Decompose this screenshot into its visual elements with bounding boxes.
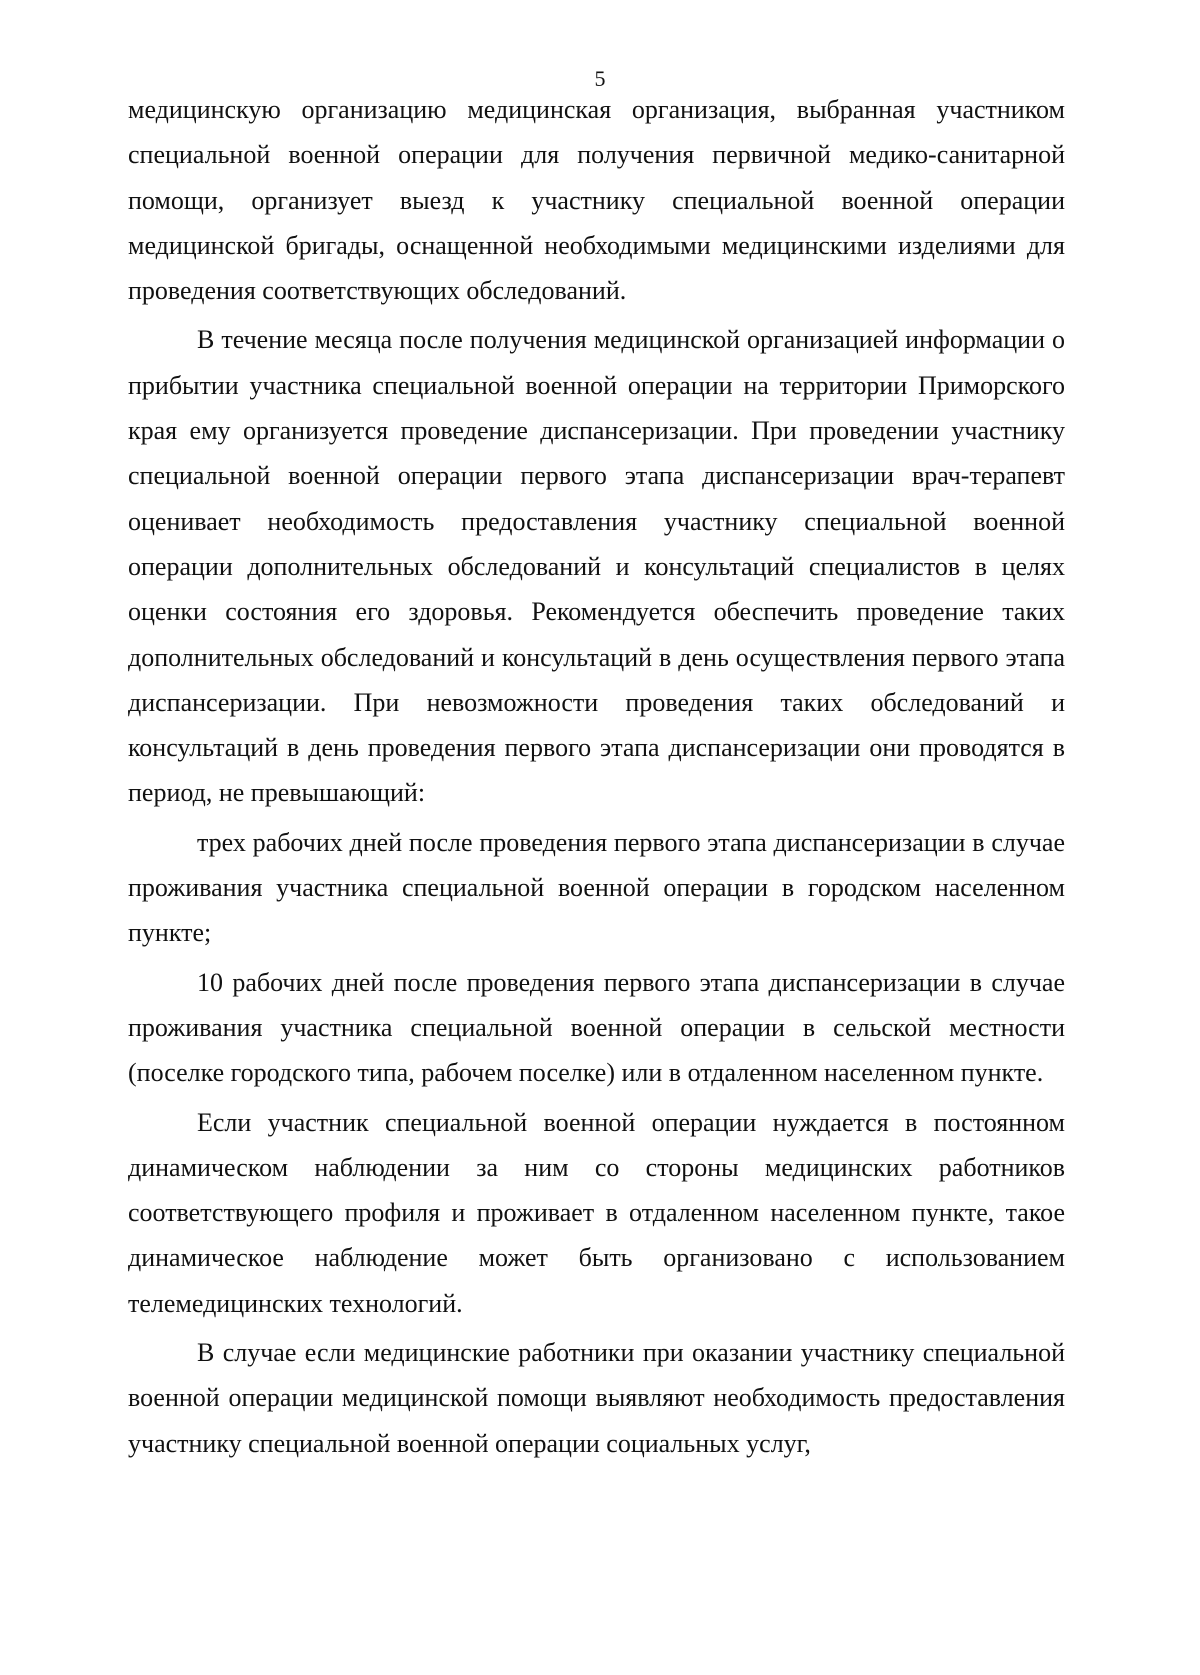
- paragraph-telemedicine: Если участник специальной военной операции нуждается в постоянном динамическом наблюдении за ним со стороны медицинских работников соответствующего профиля и проживает в отдаленном населенном пункте, такое динамическое наблюдение может быть организовано с использованием телемедицинских технологий.: [128, 1107, 1065, 1318]
- paragraph-rural-term: 10 рабочих дней после проведения первого этапа диспансеризации в случае проживания участника специальной военной операции в сельской местности (поселке городского типа, рабочем поселке) или в отдаленном населенном пункте.: [128, 967, 1065, 1088]
- page-number: 5: [594, 66, 606, 91]
- paragraph-urban-term: трех рабочих дней после проведения первого этапа диспансеризации в случае проживания участника специальной военной операции в городском населенном пункте;: [128, 827, 1065, 948]
- paragraph-social-services: В случае если медицинские работники при оказании участнику специальной военной операции медицинской помощи выявляют необходимость предоставления участнику специальной военной операции социальных услуг,: [128, 1338, 1065, 1458]
- document-body: [128, 87, 1065, 1466]
- paragraph-dispensarization: В течение месяца после получения медицинской организацией информации о прибытии участника специальной военной операции на территории Приморского края ему организуется проведение диспансеризации. При проведении участнику специальной военной операции первого этапа диспансеризации врач-терапевт оценивает необходимость предоставления участнику специальной военной операции дополнительных обследований и консультаций специалистов в целях оценки состояния его здоровья. Рекомендуется обеспечить проведение таких дополнительных обследований и консультаций в день осуществления первого этапа диспансеризации. При невозможности проведения таких обследований и консультаций в день проведения первого этапа диспансеризации они проводятся в период, не превышающий:: [128, 325, 1065, 808]
- paragraph-continuation: медицинскую организацию медицинская организация, выбранная участником специальной военной операции для получения первичной медико-санитарной помощи, организует выезд к участнику специальной военной операции медицинской бригады, оснащенной необходимыми медицинскими изделиями для проведения соответствующих обследований.: [128, 95, 1065, 306]
